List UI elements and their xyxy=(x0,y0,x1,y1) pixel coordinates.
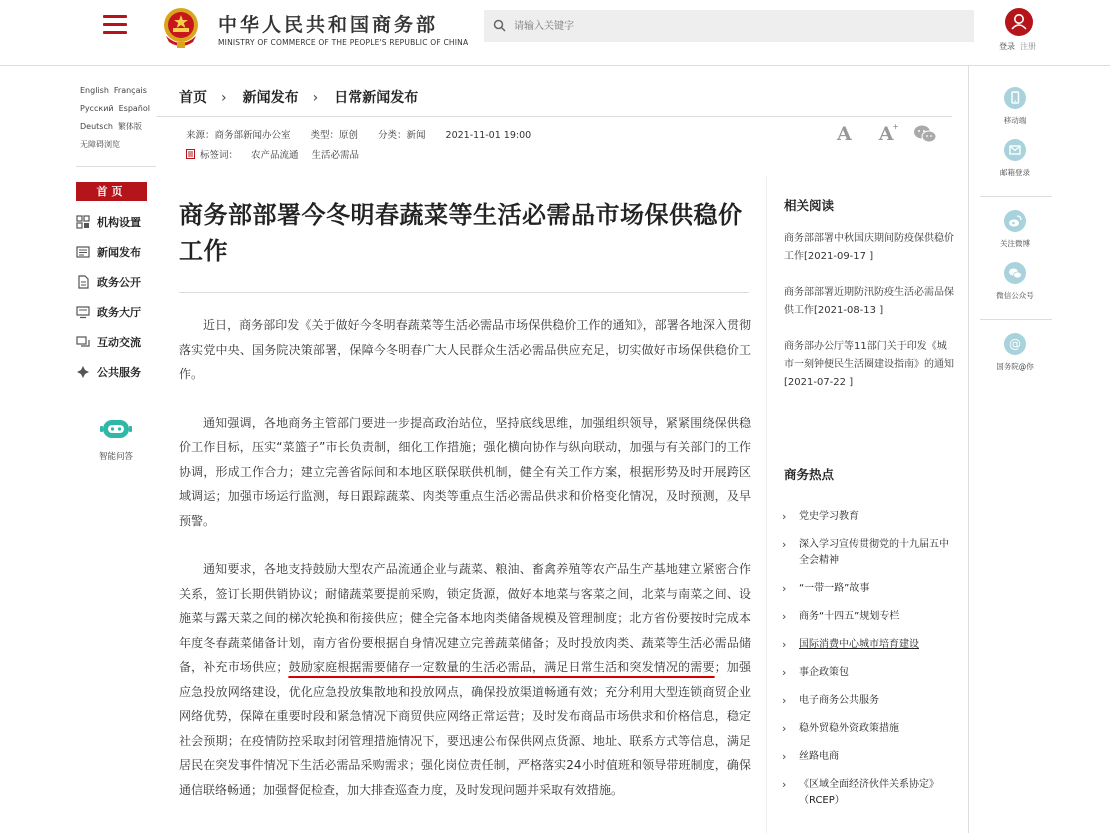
sidebar-item-organization[interactable] xyxy=(76,207,156,237)
tag-link[interactable]: 农产品流通 xyxy=(251,150,299,161)
far-right-separator xyxy=(980,196,1052,197)
font-increase-icon[interactable]: A + xyxy=(878,122,899,145)
meta-type: 类型：原创 xyxy=(310,130,359,141)
hot-topic-link[interactable]: › 国际消费中心城市培育建设 xyxy=(782,638,919,651)
weibo-link[interactable]: 关注微博 xyxy=(980,210,1050,249)
at-sign-icon xyxy=(1004,333,1026,355)
hot-topic-link[interactable]: › 稳外贸稳外资政策措施 xyxy=(782,722,899,735)
meta-category: 分类：新闻 xyxy=(378,130,426,141)
hot-topic-link[interactable]: › 《区域全面经济伙伴关系协定》（RCEP） xyxy=(782,778,939,806)
article-body xyxy=(179,313,751,826)
tag-icon xyxy=(186,149,195,159)
language-switcher xyxy=(80,82,156,154)
meta-source: 来源：商务部新闻办公室 xyxy=(186,130,291,141)
search-icon[interactable] xyxy=(493,19,506,32)
mail-icon xyxy=(1004,139,1026,161)
search-input[interactable] xyxy=(514,16,954,36)
hot-topic-link[interactable]: › “一带一路”故事 xyxy=(782,582,870,595)
robot-icon xyxy=(100,416,132,442)
chat-icon xyxy=(76,335,90,349)
font-decrease-icon[interactable]: A xyxy=(837,123,852,145)
chevron-right-icon: › xyxy=(782,638,787,651)
site-name[interactable]: 中华人民共和国商务部 xyxy=(218,14,439,36)
hot-topic-link[interactable]: › 事企政策包 xyxy=(782,666,849,679)
site-header xyxy=(0,0,1110,66)
sidebar-item-interaction[interactable] xyxy=(76,327,156,357)
lang-english[interactable]: English xyxy=(80,86,109,95)
related-reading-list xyxy=(784,230,954,410)
sidebar-item-label: 互动交流 xyxy=(97,336,141,349)
search-bar[interactable] xyxy=(484,10,974,42)
paragraph-text: 通知要求，各地支持鼓励大型农产品流通企业与蔬菜、粮油、畜禽养殖等农产品生产基地建立紧密合作关系，签订长期供销协议；耐储蔬菜要提前采购，锁定货源，做好本地菜与客菜之间，北菜与南菜之间、设施菜与露天菜之间的梯次轮换和衔接供应；健全完备本地肉类储备规模及管理制度；北方省份要按时完成本年度冬春蔬菜储备计划，南方省份要根据自身情况建立完善蔬菜储备；及时投放肉类、蔬菜等生活必需品储备，补充市场供应； xyxy=(179,562,751,674)
email-login-link[interactable]: 邮箱登录 xyxy=(980,139,1050,178)
chevron-right-icon: › xyxy=(782,750,787,763)
service-hall-icon xyxy=(76,305,90,319)
article-meta xyxy=(186,127,551,141)
highlighted-sentence: 鼓励家庭根据需要储存一定数量的生活必需品，满足日常生活和突发情况的需要 xyxy=(288,660,715,674)
sidebar-item-service-hall[interactable] xyxy=(76,297,156,327)
menu-icon[interactable] xyxy=(103,15,127,35)
chevron-right-icon: › xyxy=(782,666,787,679)
chevron-right-icon: › xyxy=(782,778,787,791)
article-paragraph: 通知强调，各地商务主管部门要进一步提高政治站位，坚持底线思维，加强组织领导，紧紧围绕保供稳价工作目标，压实“菜篮子”市长负责制，细化工作措施；强化横向协作与纵向联动，加强与有关部门的工作协调，形成工作合力；建立完善省际间和本地区联保联供机制，健全有关工作方案，根据形势及时开展跨区域调运；加强市场运行监测，每日跟踪蔬菜、肉类等重点生活必需品供求和价格变化情况，及时预测，及早预警。 xyxy=(179,415,751,528)
sidebar-item-label: 政务大厅 xyxy=(97,306,141,319)
tag-link[interactable]: 生活必需品 xyxy=(311,150,360,161)
state-council-link[interactable]: @ 国务院@你 xyxy=(980,333,1050,372)
related-link[interactable]: 商务部办公厅等11部门关于印发《城市一刻钟便民生活圈建设指南》的通知[2021-07-22 ] xyxy=(784,341,954,388)
sidebar-item-label: 新闻发布 xyxy=(97,246,141,259)
breadcrumb xyxy=(179,87,418,107)
related-reading-heading: 相关阅读 xyxy=(784,198,835,213)
hot-topic-link[interactable]: › 丝路电商 xyxy=(782,750,839,763)
chevron-right-icon: › xyxy=(782,722,787,735)
article-tools xyxy=(834,122,946,146)
chevron-right-icon: › xyxy=(782,510,787,523)
hot-topic-link[interactable]: › 党史学习教育 xyxy=(782,510,859,523)
breadcrumb-daily-news[interactable]: 日常新闻发布 xyxy=(334,90,419,106)
chevron-right-icon: › xyxy=(782,582,787,595)
lang-russian[interactable]: Русский xyxy=(80,104,114,113)
column-divider xyxy=(766,176,767,833)
mobile-icon xyxy=(1004,87,1026,109)
tag-label: 标签词： xyxy=(200,150,239,161)
sidebar-item-public-service[interactable] xyxy=(76,357,156,387)
public-service-icon xyxy=(76,365,90,379)
article-tags xyxy=(186,147,372,161)
far-right-separator xyxy=(980,319,1052,320)
accessible-browsing-link[interactable]: 无障碍浏览 xyxy=(80,140,120,149)
breadcrumb-separator-icon: › xyxy=(312,90,319,106)
breadcrumb-home[interactable]: 首页 xyxy=(179,90,207,106)
article-paragraph xyxy=(179,557,751,802)
document-icon xyxy=(76,275,90,289)
chevron-right-icon: › xyxy=(782,694,787,707)
login-link[interactable]: 登录 xyxy=(999,42,1015,51)
article-paragraph: 近日，商务部印发《关于做好今冬明春蔬菜等生活必需品市场保供稳价工作的通知》，部署各地深入贯彻落实党中央、国务院决策部署，保障今冬明春广大人民群众生活必需品供应充足，切实做好市场保供稳价工作。 xyxy=(179,318,751,381)
related-link[interactable]: 商务部部署中秋国庆期间防疫保供稳价工作[2021-09-17 ] xyxy=(784,233,954,262)
sidebar-item-label: 政务公开 xyxy=(97,276,141,289)
wechat-icon xyxy=(1004,262,1026,284)
hot-topics-heading: 商务热点 xyxy=(784,467,835,482)
weibo-icon xyxy=(1004,210,1026,232)
breadcrumb-separator-icon: › xyxy=(221,90,227,106)
breadcrumb-divider xyxy=(157,116,952,117)
paragraph-text: ；加强应急投放网络建设，优化应急投放集散地和投放网点，确保投放渠道畅通有效；充分利用大型连锁商贸企业网络优势，保障在重要时段和紧急情况下商贸供应网络正常运营；及时发布商品市场供求和价格信息，稳定社会预期；在疫情防控采取封闭管理措施情况下，要迅速公布保供网点货源、地址、联系方式等信息，满足居民在突发事件情况下生活必需品采购需求；强化岗位责任制，严格落实24小时值班和领导带班制度，确保通信联络畅通；加强督促检查，加大排查巡查力度，及时发现问题并采取有效措施。 xyxy=(179,660,751,797)
lang-spanish[interactable]: Español xyxy=(118,104,150,113)
smart-qa-label: 智能问答 xyxy=(98,452,133,462)
smart-qa-button[interactable] xyxy=(93,416,139,462)
lang-french[interactable]: Français xyxy=(113,86,147,95)
hot-topics-list xyxy=(782,509,952,821)
site-name-english: MINISTRY OF COMMERCE OF THE PEOPLE'S REPUBLIC OF CHINA xyxy=(218,38,469,47)
wechat-share-icon[interactable] xyxy=(913,124,937,144)
svg-text:@: @ xyxy=(1009,337,1021,351)
meta-datetime: 2021-11-01 19:00 xyxy=(445,130,532,141)
nav-home-button[interactable]: 首页 xyxy=(76,182,147,201)
hot-topic-link[interactable]: › 深入学习宣传贯彻党的十九届五中全会精神 xyxy=(782,538,949,566)
hot-topic-link[interactable]: › 商务“十四五”规划专栏 xyxy=(782,610,900,623)
sidebar-item-label: 公共服务 xyxy=(97,366,141,379)
org-chart-icon xyxy=(76,215,90,229)
register-link[interactable]: 注册 xyxy=(1020,42,1036,51)
hot-topic-link[interactable]: › 电子商务公共服务 xyxy=(782,694,879,707)
breadcrumb-news[interactable]: 新闻发布 xyxy=(242,90,299,106)
user-links xyxy=(999,41,1041,52)
sidebar-divider xyxy=(76,166,156,167)
news-icon xyxy=(76,245,90,259)
chevron-right-icon: › xyxy=(782,538,787,551)
sidebar-item-label: 机构设置 xyxy=(97,216,141,229)
chevron-right-icon: › xyxy=(782,610,787,623)
related-link[interactable]: 商务部部署近期防汛防疫生活必需品保供工作[2021-08-13 ] xyxy=(784,287,954,316)
article-title: 商务部部署今冬明春蔬菜等生活必需品市场保供稳价工作 xyxy=(179,201,743,265)
sidebar-item-news[interactable] xyxy=(76,237,156,267)
wechat-official-link[interactable]: 微信公众号 xyxy=(980,262,1050,301)
user-avatar-icon[interactable] xyxy=(1005,8,1033,36)
mobile-link[interactable]: 移动端 xyxy=(980,87,1050,126)
sidebar-nav xyxy=(76,207,156,387)
sidebar-item-gov-affairs[interactable] xyxy=(76,267,156,297)
title-divider xyxy=(179,292,749,293)
lang-german[interactable]: Deutsch xyxy=(80,122,113,131)
far-right-divider xyxy=(968,66,969,833)
lang-traditional-chinese[interactable]: 繁体版 xyxy=(117,122,142,131)
national-emblem-icon[interactable] xyxy=(160,6,202,50)
